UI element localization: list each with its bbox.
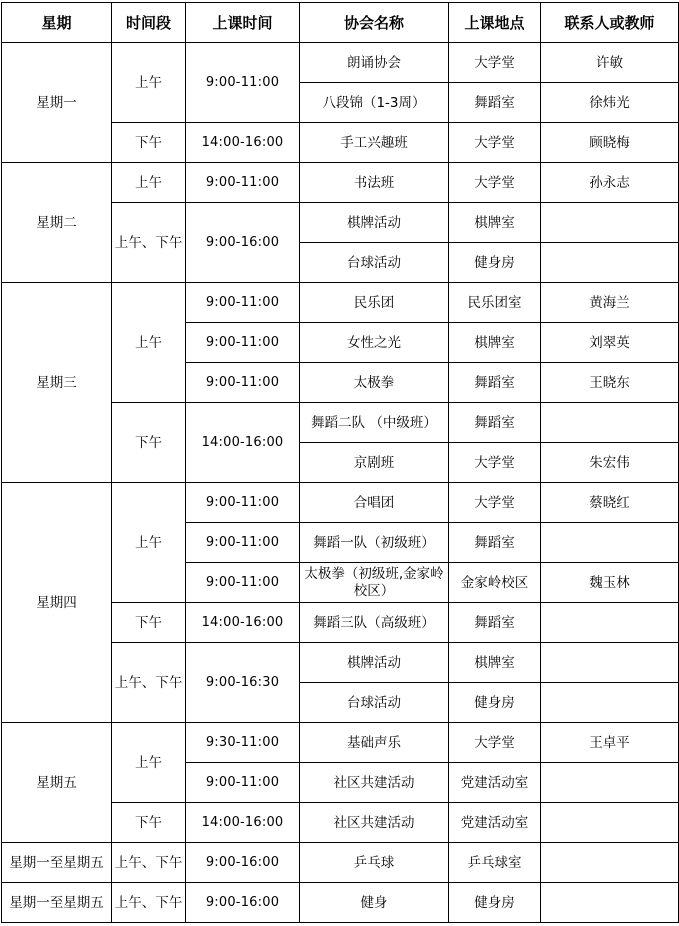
name-cell: 乒乓球 [300, 843, 449, 883]
period-cell: 上午 [112, 43, 186, 123]
period-cell: 下午 [112, 603, 186, 643]
contact-cell: 刘翠英 [541, 323, 679, 363]
time-cell: 14:00-16:00 [186, 803, 300, 843]
place-cell: 舞蹈室 [449, 403, 541, 443]
contact-cell [541, 603, 679, 643]
time-cell: 9:00-11:00 [186, 563, 300, 603]
contact-cell: 王晓东 [541, 363, 679, 403]
contact-cell: 蔡晓红 [541, 483, 679, 523]
place-cell: 党建活动室 [449, 763, 541, 803]
name-cell: 台球活动 [300, 683, 449, 723]
table-row [2, 43, 679, 83]
header-row [2, 3, 679, 43]
name-cell: 舞蹈一队（初级班） [300, 523, 449, 563]
time-cell: 9:00-11:00 [186, 763, 300, 803]
period-cell: 下午 [112, 403, 186, 483]
time-cell: 9:00-16:00 [186, 843, 300, 883]
name-cell: 基础声乐 [300, 723, 449, 763]
name-cell: 合唱团 [300, 483, 449, 523]
name-cell: 女性之光 [300, 323, 449, 363]
time-cell: 9:00-11:00 [186, 363, 300, 403]
header-period: 时间段 [112, 3, 186, 43]
time-cell: 9:00-11:00 [186, 523, 300, 563]
time-cell: 9:00-11:00 [186, 483, 300, 523]
table-row [2, 883, 679, 923]
table-row [2, 163, 679, 203]
period-cell: 上午 [112, 483, 186, 603]
contact-cell [541, 243, 679, 283]
contact-cell: 黄海兰 [541, 283, 679, 323]
name-cell: 太极拳（初级班,金家岭校区） [300, 563, 449, 603]
contact-cell: 徐炜光 [541, 83, 679, 123]
place-cell: 党建活动室 [449, 803, 541, 843]
period-cell: 下午 [112, 803, 186, 843]
period-cell: 上午 [112, 723, 186, 803]
table-row [2, 283, 679, 323]
place-cell: 舞蹈室 [449, 523, 541, 563]
time-cell: 9:00-11:00 [186, 43, 300, 123]
period-cell: 上午、下午 [112, 883, 186, 923]
name-cell: 朗诵协会 [300, 43, 449, 83]
place-cell: 健身房 [449, 683, 541, 723]
name-cell: 社区共建活动 [300, 763, 449, 803]
day-cell: 星期五 [2, 723, 112, 843]
place-cell: 舞蹈室 [449, 603, 541, 643]
place-cell: 棋牌室 [449, 323, 541, 363]
header-time: 上课时间 [186, 3, 300, 43]
contact-cell [541, 643, 679, 683]
name-cell: 台球活动 [300, 243, 449, 283]
contact-cell [541, 403, 679, 443]
contact-cell: 魏玉林 [541, 563, 679, 603]
place-cell: 大学堂 [449, 123, 541, 163]
contact-cell: 朱宏伟 [541, 443, 679, 483]
name-cell: 民乐团 [300, 283, 449, 323]
place-cell: 健身房 [449, 243, 541, 283]
table-row [2, 723, 679, 763]
place-cell: 大学堂 [449, 43, 541, 83]
period-cell: 上午、下午 [112, 843, 186, 883]
place-cell: 金家岭校区 [449, 563, 541, 603]
time-cell: 14:00-16:00 [186, 603, 300, 643]
contact-cell [541, 843, 679, 883]
time-cell: 9:00-16:30 [186, 643, 300, 723]
time-cell: 9:00-11:00 [186, 283, 300, 323]
name-cell: 社区共建活动 [300, 803, 449, 843]
period-cell: 上午 [112, 283, 186, 403]
time-cell: 9:00-16:00 [186, 883, 300, 923]
name-cell: 手工兴趣班 [300, 123, 449, 163]
place-cell: 健身房 [449, 883, 541, 923]
place-cell: 舞蹈室 [449, 83, 541, 123]
contact-cell [541, 763, 679, 803]
contact-cell [541, 803, 679, 843]
period-cell: 下午 [112, 123, 186, 163]
contact-cell: 许敏 [541, 43, 679, 83]
activity-schedule-table [1, 2, 679, 923]
period-cell: 上午、下午 [112, 643, 186, 723]
day-cell: 星期二 [2, 163, 112, 283]
table-row [2, 843, 679, 883]
name-cell: 太极拳 [300, 363, 449, 403]
header-name: 协会名称 [300, 3, 449, 43]
header-place: 上课地点 [449, 3, 541, 43]
place-cell: 舞蹈室 [449, 363, 541, 403]
place-cell: 大学堂 [449, 443, 541, 483]
name-cell: 棋牌活动 [300, 643, 449, 683]
place-cell: 棋牌室 [449, 203, 541, 243]
name-cell: 健身 [300, 883, 449, 923]
name-cell: 八段锦（1-3周） [300, 83, 449, 123]
name-cell: 棋牌活动 [300, 203, 449, 243]
contact-cell [541, 523, 679, 563]
day-cell: 星期三 [2, 283, 112, 483]
table-row [2, 483, 679, 523]
name-cell: 书法班 [300, 163, 449, 203]
place-cell: 大学堂 [449, 723, 541, 763]
day-cell: 星期一至星期五 [2, 883, 112, 923]
contact-cell [541, 203, 679, 243]
time-cell: 14:00-16:00 [186, 123, 300, 163]
place-cell: 大学堂 [449, 163, 541, 203]
contact-cell: 王卓平 [541, 723, 679, 763]
time-cell: 9:30-11:00 [186, 723, 300, 763]
contact-cell [541, 883, 679, 923]
place-cell: 民乐团室 [449, 283, 541, 323]
header-day: 星期 [2, 3, 112, 43]
time-cell: 9:00-11:00 [186, 323, 300, 363]
place-cell: 大学堂 [449, 483, 541, 523]
name-cell: 舞蹈三队（高级班） [300, 603, 449, 643]
name-cell: 舞蹈二队 （中级班） [300, 403, 449, 443]
period-cell: 上午 [112, 163, 186, 203]
time-cell: 9:00-11:00 [186, 163, 300, 203]
day-cell: 星期一至星期五 [2, 843, 112, 883]
period-cell: 上午、下午 [112, 203, 186, 283]
place-cell: 乒乓球室 [449, 843, 541, 883]
contact-cell [541, 683, 679, 723]
name-cell: 京剧班 [300, 443, 449, 483]
time-cell: 9:00-16:00 [186, 203, 300, 283]
contact-cell: 顾晓梅 [541, 123, 679, 163]
header-contact: 联系人或教师 [541, 3, 679, 43]
day-cell: 星期一 [2, 43, 112, 163]
contact-cell: 孙永志 [541, 163, 679, 203]
place-cell: 棋牌室 [449, 643, 541, 683]
day-cell: 星期四 [2, 483, 112, 723]
time-cell: 14:00-16:00 [186, 403, 300, 483]
